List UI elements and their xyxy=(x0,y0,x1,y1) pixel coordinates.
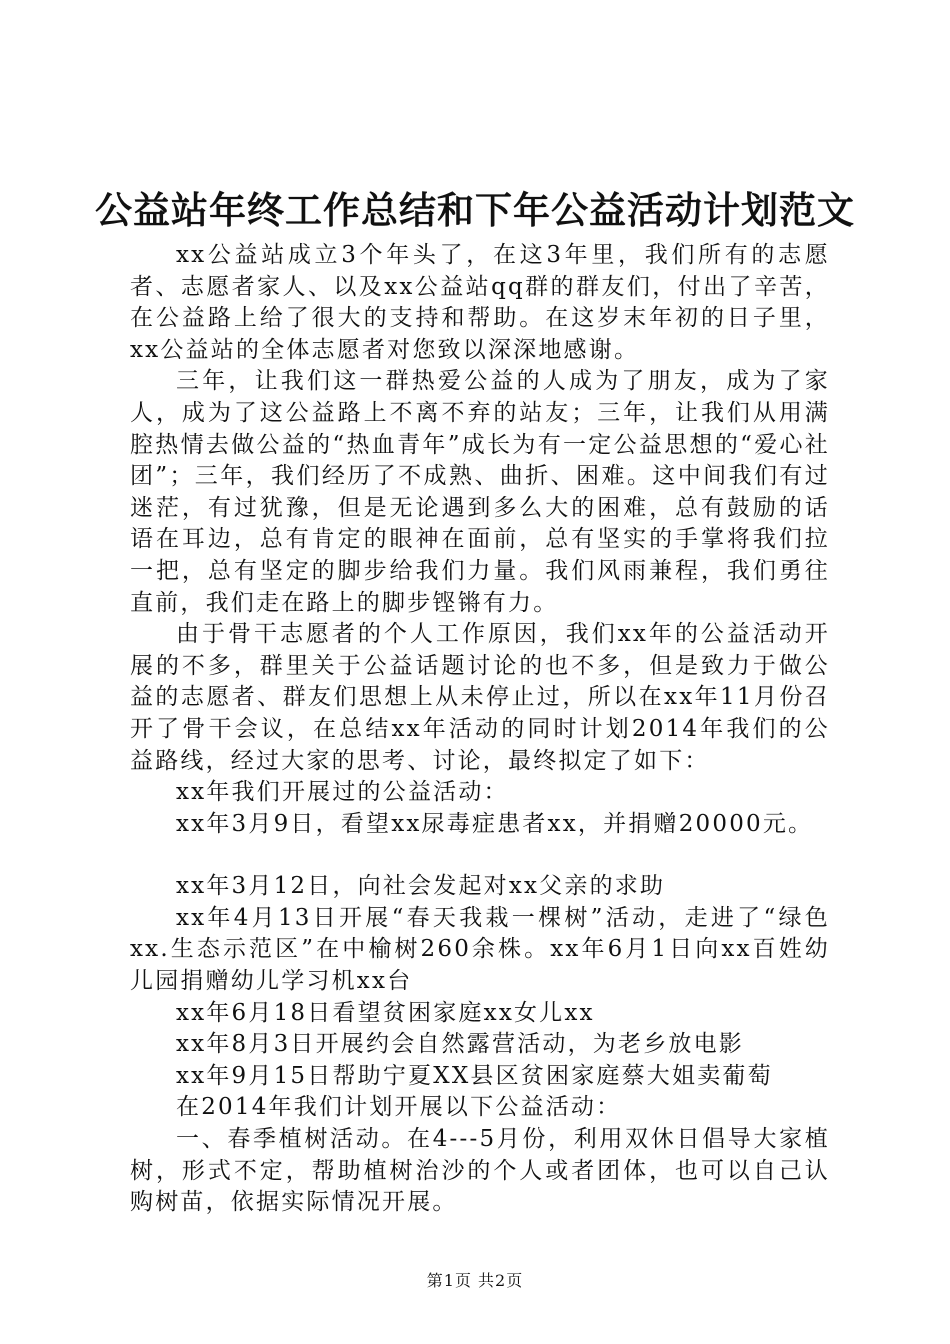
paragraph-activity-june-18: xx年6月18日看望贫困家庭xx女儿xx xyxy=(176,999,595,1026)
paragraph-activity-march-12: xx年3月12日，向社会发起对xx父亲的求助 xyxy=(176,873,666,900)
paragraph-plan-heading: 在2014年我们计划开展以下公益活动： xyxy=(176,1094,622,1121)
paragraph-activity-august-3: xx年8月3日开展约会自然露营活动，为老乡放电影 xyxy=(176,1031,745,1058)
document-title: 公益站年终工作总结和下年公益活动计划范文 xyxy=(95,188,855,232)
paragraph-past-activities-heading: xx年我们开展过的公益活动： xyxy=(176,779,509,806)
paragraph-activity-september-15: xx年9月15日帮助宁夏XX县区贫困家庭蔡大姐卖葡萄 xyxy=(176,1062,773,1089)
page-footer: 第1页 共2页 xyxy=(426,1271,524,1290)
paragraph-three-years: 三年，让我们这一群热爱公益的人成为了朋友，成为了家人，成为了这公益路上不离不弃的站友；三年，让我们从用满腔热情去做公益的“热血青年”成长为有一定公益思想的“爱心社团”；三年，我们经历了不成熟、曲折、困难。这中间我们有过迷茫，有过犹豫，但是无论遇到多么大的困难，总有鼓励的话语在耳边，总有肯定的眼神在面前，总有坚实的手掌将我们拉一把，总有坚定的脚步给我们力量。我们风雨兼程，我们勇往直前，我们走在路上的脚步铿锵有力。 xyxy=(130,368,830,616)
paragraph-activity-march-9: xx年3月9日，看望xx尿毒症患者xx，并捐赠20000元。 xyxy=(176,810,814,837)
paragraph-background: 由于骨干志愿者的个人工作原因，我们xx年的公益活动开展的不多，群里关于公益话题讨论的也不多，但是致力于做公益的志愿者、群友们思想上从未停止过，所以在xx年11月份召开了骨干会议，在总结xx年活动的同时计划2014年我们的公益路线，经过大家的思考、讨论，最终拟定了如下： xyxy=(130,621,830,774)
document-body xyxy=(130,240,830,1219)
paragraph-plan-item-1: 一、春季植树活动。在4---5月份，利用双休日倡导大家植树，形式不定，帮助植树治沙的个人或者团体，也可以自己认购树苗，依据实际情况开展。 xyxy=(130,1126,830,1216)
paragraph-activity-april-13: xx年4月13日开展“春天我栽一棵树”活动，走进了“绿色xx.生态示范区”在中榆树260余株。xx年6月1日向xx百姓幼儿园捐赠幼儿学习机xx台 xyxy=(130,904,830,995)
paragraph-intro: xx公益站成立3个年头了，在这3年里，我们所有的志愿者、志愿者家人、以及xx公益站qq群的群友们，付出了辛苦，在公益路上给了很大的支持和帮助。在这岁末年初的日子里，xx公益站的全体志愿者对您致以深深地感谢。 xyxy=(130,242,830,363)
